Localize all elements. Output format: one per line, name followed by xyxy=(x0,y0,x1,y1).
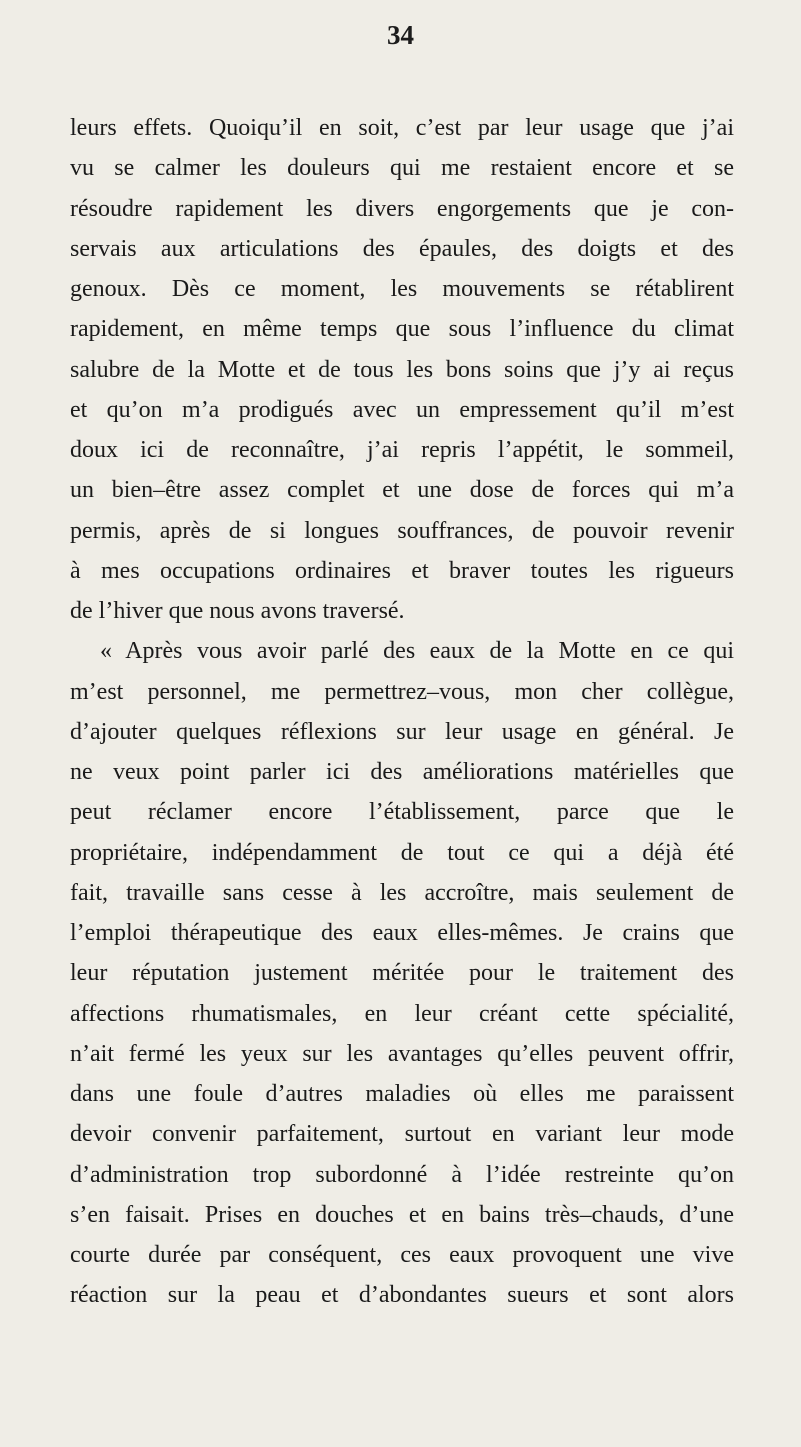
text-line: salubre de la Motte et de tous les bons soins que j’y ai reçus xyxy=(70,356,734,383)
text-line: genoux. Dès ce moment, les mouvements se rétablirent xyxy=(70,276,734,302)
text-line: rapidement, en même temps que sous l’influence du climat xyxy=(70,316,734,343)
text-line: leur réputation justement méritée pour le traitement des xyxy=(70,960,734,987)
text-line: propriétaire, indépendamment de tout ce qui a déjà été xyxy=(70,839,734,866)
text-line: leurs effets. Quoiqu’il en soit, c’est par leur usage que j’ai xyxy=(70,115,734,141)
paragraph-start-line: « Après vous avoir parlé des eaux de la Motte en ce qui xyxy=(100,638,734,665)
text-line: s’en faisait. Prises en douches et en bains très–chauds, d’une xyxy=(70,1201,734,1228)
text-line: un bien–être assez complet et une dose de forces qui m’a xyxy=(70,477,734,504)
body-text xyxy=(70,108,734,1316)
text-line: d’administration trop subordonné à l’idée restreinte qu’on xyxy=(70,1161,734,1188)
text-line: affections rhumatismales, en leur créant cette spécialité, xyxy=(70,1000,734,1027)
text-line: l’emploi thérapeutique des eaux elles-mêmes. Je crains que xyxy=(70,920,734,946)
text-line: à mes occupations ordinaires et braver toutes les rigueurs xyxy=(70,557,734,584)
paragraph-end-line: de l’hiver que nous avons traversé. xyxy=(70,598,405,624)
text-line: vu se calmer les douleurs qui me restaient encore et se xyxy=(70,155,734,182)
text-line: doux ici de reconnaître, j’ai repris l’appétit, le sommeil, xyxy=(70,437,734,463)
text-line: fait, travaille sans cesse à les accroître, mais seulement de xyxy=(70,879,734,906)
text-line: d’ajouter quelques réflexions sur leur usage en général. Je xyxy=(70,718,734,745)
text-line: peut réclamer encore l’établissement, parce que le xyxy=(70,799,734,826)
text-line: et qu’on m’a prodigués avec un empressement qu’il m’est xyxy=(70,396,734,423)
page-number: 34 xyxy=(387,20,414,50)
text-line: courte durée par conséquent, ces eaux provoquent une vive xyxy=(70,1242,734,1268)
text-line: devoir convenir parfaitement, surtout en variant leur mode xyxy=(70,1121,734,1148)
text-line: m’est personnel, me permettrez–vous, mon cher collègue, xyxy=(70,678,734,705)
text-line: permis, après de si longues souffrances, de pouvoir revenir xyxy=(70,517,734,544)
text-line: réaction sur la peau et d’abondantes sueurs et sont alors xyxy=(70,1282,734,1309)
text-line: servais aux articulations des épaules, des doigts et des xyxy=(70,235,734,262)
text-line: résoudre rapidement les divers engorgements que je con- xyxy=(70,195,734,222)
text-line: dans une foule d’autres maladies où elles me paraissent xyxy=(70,1081,734,1107)
text-line: ne veux point parler ici des améliorations matérielles que xyxy=(70,759,734,785)
text-line: n’ait fermé les yeux sur les avantages qu’elles peuvent offrir, xyxy=(70,1040,734,1067)
